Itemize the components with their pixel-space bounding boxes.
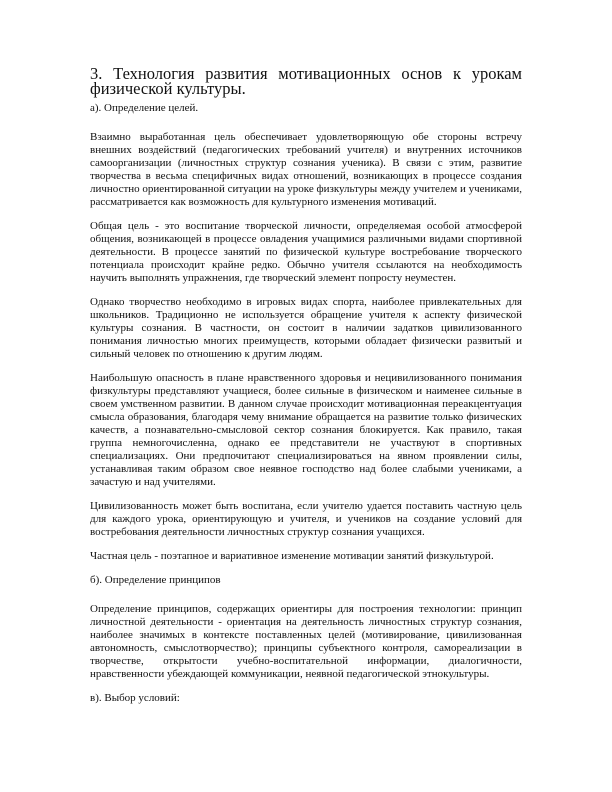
document-title: 3. Технология развития мотивационных основ к урокам физической культуры.: [90, 64, 522, 98]
section-principles: [90, 574, 522, 681]
section-heading-goals: а). Определение целей.: [90, 102, 199, 114]
paragraph: Общая цель - это воспитание творческой личности, определяемая особой атмосферой общения, возникающей в процессе овладения учащимися различными видами спортивной деятельности. В процессе занятий по физической культуре востребование творческого потенциала происходит крайне редко. Обычно учителя ссылаются на необходимость научить выполнять упражнения, где творческий элемент попросту неуместен.: [90, 220, 522, 284]
paragraph: Определение принципов, содержащих ориентиры для построения технологии: принцип личностной деятельности - ориентация на деятельность личностных структур сознания, наиболее значимых в контексте поставленных целей (мотивирование, цивилизованная автономность, смыслотворчество); принципы субъектного контроля, самореализации в творчестве, открытости учебно-воспитательной информации, диалогичности, нравственности убеждающей коммуникации, неявной педагогической этнокультуры.: [90, 603, 522, 680]
paragraph: Цивилизованность может быть воспитана, если учителю удается поставить частную цель для каждого урока, ориентирующую и учителя, и учеников на создание условий для востребования деятельности личностных структур сознания учащихся.: [90, 500, 522, 538]
paragraph: Однако творчество необходимо в игровых видах спорта, наиболее привлекательных для школьников. Традиционно не используется обращение учителя к аспекту физической культуры сознания. В частности, он состоит в наличии задатков цивилизованного понимания личностью многих преимуществ, которыми обладает физически развитый и сильный человек по отношению к другим людям.: [90, 296, 522, 360]
section-heading-conditions: в). Выбор условий:: [90, 692, 180, 704]
paragraph: Наибольшую опасность в плане нравственного здоровья и нецивилизованного понимания физкультуры представляют учащиеся, более сильные в физическом и наименее сильные в своем умственном развитии. В данном случае происходит мотивационная переакцентуация смысла образования, благодаря чему внимание обращается на развитие только физических качеств, а познавательно-смысловой сектор сознания блокируется. Как правило, такая группа немногочисленна, однако ее представители не участвуют в спортивных специализациях. Они предпочитают специализироваться на явном проявлении силы, устанавливая таким образом свое неявное господство над более слабыми учениками, а зачастую и над учителями.: [90, 372, 522, 488]
section-heading-principles: б). Определение принципов: [90, 574, 221, 586]
section-conditions: [90, 692, 522, 705]
document-page: [90, 66, 522, 715]
section-goals: [90, 102, 522, 563]
paragraph: Взаимно выработанная цель обеспечивает удовлетворяющую обе стороны встречу внешних воздействий (педагогических требований учителя) и внутренних источников самоорганизации (личностных структур сознания ученика). В связи с этим, развитие творчества в весьма специфичных видах отношений, возникающих в процессе создания личностно ориентированной ситуации на уроке физкультуры между учителем и учениками, рассматривается как возможность для культурного изменения мотиваций.: [90, 131, 522, 208]
paragraph: Частная цель - поэтапное и вариативное изменение мотивации занятий физкультурой.: [90, 550, 494, 562]
